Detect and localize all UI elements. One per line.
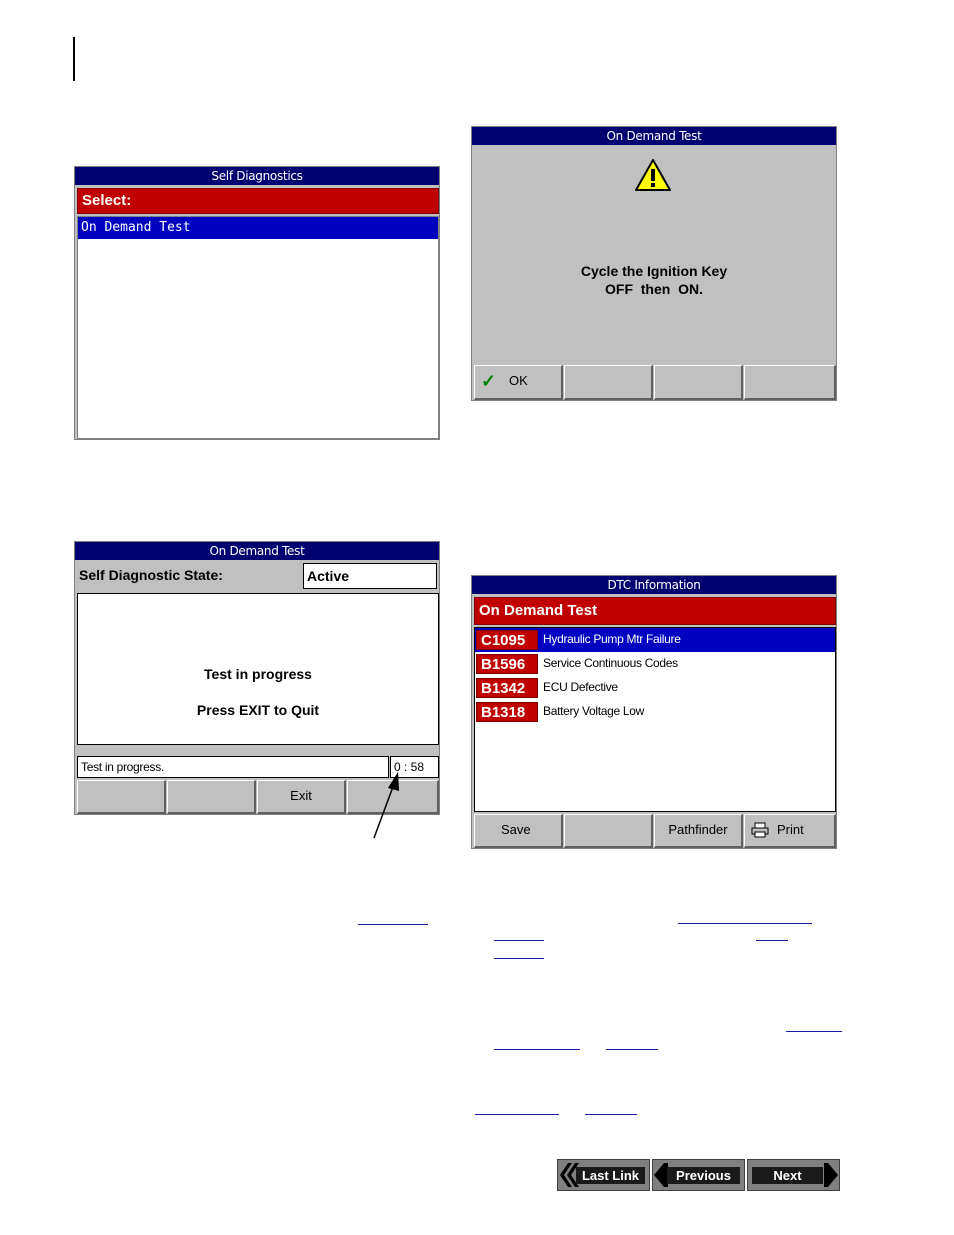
softkey-2[interactable] xyxy=(167,780,256,814)
state-label: Self Diagnostic State: xyxy=(79,567,223,583)
dtc-row[interactable] xyxy=(475,676,835,700)
progress-message-2: Press EXIT to Quit xyxy=(196,702,320,718)
state-value: Active xyxy=(303,563,437,589)
dtc-row[interactable] xyxy=(475,700,835,724)
window-title: On Demand Test xyxy=(75,542,439,560)
dtc-description: Service Continuous Codes xyxy=(543,656,678,670)
on-demand-prompt-window xyxy=(471,126,837,401)
next-button[interactable] xyxy=(747,1159,840,1191)
ok-button[interactable] xyxy=(474,365,563,400)
prompt-line-2: OFF then ON. xyxy=(605,281,703,297)
dtc-description: Hydraulic Pump Mtr Failure xyxy=(543,632,681,646)
progress-message-area xyxy=(77,593,439,745)
pathfinder-button[interactable]: Pathfinder xyxy=(654,814,743,848)
hyperlink[interactable] xyxy=(358,924,428,925)
hyperlink[interactable] xyxy=(786,1031,842,1032)
prompt-line-1: Cycle the Ignition Key xyxy=(580,263,728,279)
softkey-4[interactable] xyxy=(744,365,836,400)
dtc-code: B1596 xyxy=(476,654,538,674)
dtc-list[interactable] xyxy=(474,627,836,812)
last-link-label: Last Link xyxy=(576,1167,645,1184)
dtc-information-window xyxy=(471,575,837,849)
softkey-2[interactable] xyxy=(564,365,653,400)
list-item-on-demand-test[interactable]: On Demand Test xyxy=(78,217,438,239)
print-label: Print xyxy=(777,822,804,837)
softkey-1[interactable] xyxy=(77,780,166,814)
dtc-description: ECU Defective xyxy=(543,680,618,694)
hyperlink[interactable] xyxy=(494,940,544,941)
window-title: On Demand Test xyxy=(472,127,836,145)
dtc-row[interactable] xyxy=(475,628,835,652)
dtc-code: B1318 xyxy=(476,702,538,722)
dtc-code: B1342 xyxy=(476,678,538,698)
next-label: Next xyxy=(752,1167,823,1184)
checkmark-icon: ✓ xyxy=(481,371,497,391)
progress-message-1: Test in progress xyxy=(204,666,312,682)
countdown-timer: 0 : 58 xyxy=(390,756,439,778)
self-diagnostics-window xyxy=(74,166,440,440)
arrow-right-icon xyxy=(824,1163,838,1187)
hyperlink[interactable] xyxy=(606,1049,658,1050)
previous-button[interactable] xyxy=(652,1159,745,1191)
arrow-left-icon xyxy=(654,1163,668,1187)
printer-icon xyxy=(751,822,769,838)
last-link-button[interactable] xyxy=(557,1159,650,1191)
window-title: Self Diagnostics xyxy=(75,167,439,185)
print-button[interactable] xyxy=(744,814,836,848)
ok-label: OK xyxy=(509,373,528,388)
hyperlink[interactable] xyxy=(494,1049,580,1050)
dtc-code: C1095 xyxy=(476,630,538,650)
save-button[interactable]: Save xyxy=(474,814,563,848)
hyperlink[interactable] xyxy=(494,958,544,959)
softkey-3[interactable] xyxy=(654,365,743,400)
hyperlink[interactable] xyxy=(585,1114,637,1115)
hyperlink[interactable] xyxy=(756,940,788,941)
status-bar-text: Test in progress. xyxy=(77,756,389,778)
dtc-row[interactable] xyxy=(475,652,835,676)
dtc-header: On Demand Test xyxy=(474,597,836,625)
previous-label: Previous xyxy=(667,1167,740,1184)
hyperlink[interactable] xyxy=(475,1114,559,1115)
selection-list[interactable] xyxy=(77,216,439,439)
page-margin-rule xyxy=(73,37,75,81)
exit-button[interactable]: Exit xyxy=(257,780,346,814)
warning-icon xyxy=(634,158,672,192)
softkey-2[interactable] xyxy=(564,814,653,848)
hyperlink[interactable] xyxy=(678,923,812,924)
dtc-description: Battery Voltage Low xyxy=(543,704,645,718)
select-header: Select: xyxy=(77,188,439,214)
annotation-arrow-icon xyxy=(368,770,408,842)
window-title: DTC Information xyxy=(472,576,836,594)
